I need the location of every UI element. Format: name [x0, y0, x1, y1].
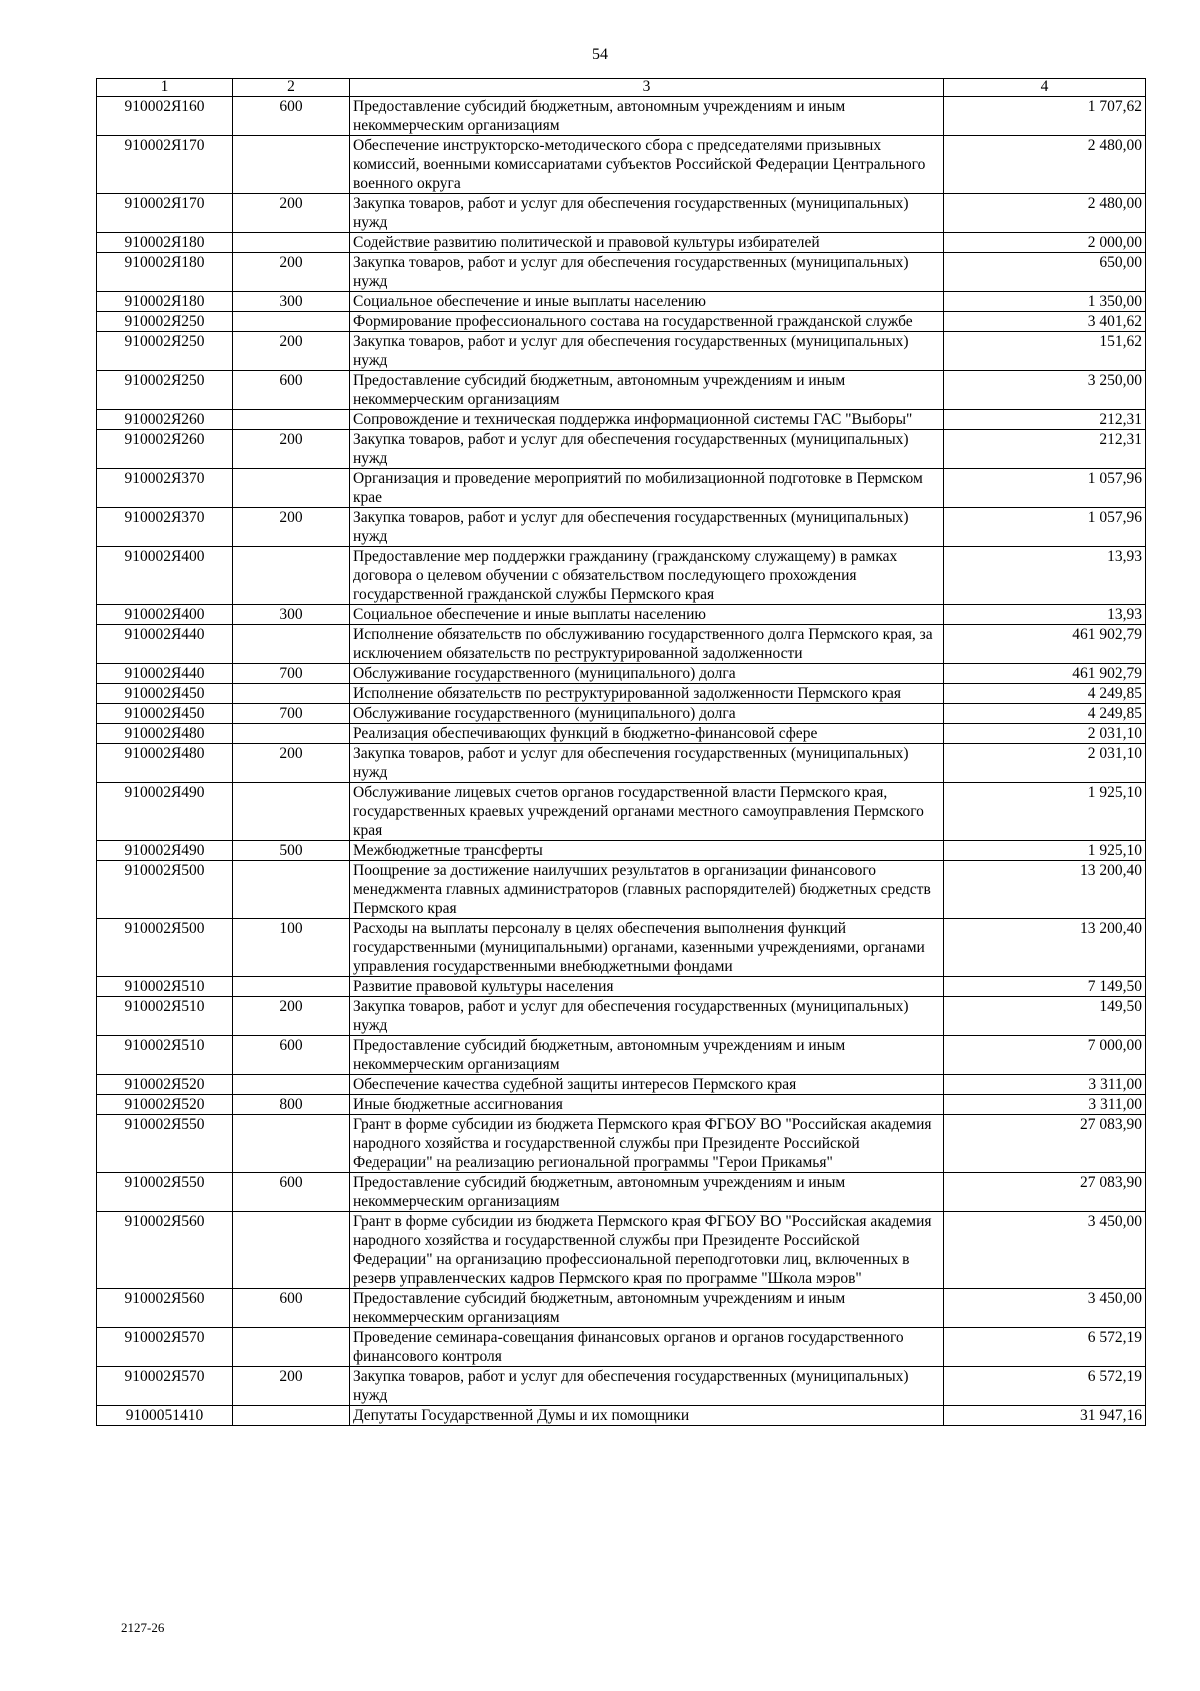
- cell-code: 910002Я450: [97, 704, 233, 724]
- cell-name: Расходы на выплаты персоналу в целях обеспечения выполнения функций государственными (муниципальными) органами, казенными учреждениями, органами управления государственными внебюджетными фондами: [350, 919, 944, 977]
- cell-amount: 31 947,16: [944, 1406, 1146, 1426]
- cell-code: 910002Я160: [97, 97, 233, 136]
- cell-type: 700: [233, 704, 350, 724]
- cell-amount: 13 200,40: [944, 919, 1146, 977]
- cell-code: 910002Я250: [97, 332, 233, 371]
- cell-amount: 1 925,10: [944, 841, 1146, 861]
- table-row: [97, 233, 1146, 253]
- cell-name: Закупка товаров, работ и услуг для обеспечения государственных (муниципальных) нужд: [350, 744, 944, 783]
- cell-code: 910002Я180: [97, 253, 233, 292]
- cell-type: 200: [233, 744, 350, 783]
- table-row: [97, 684, 1146, 704]
- cell-code: 910002Я480: [97, 744, 233, 783]
- cell-name: Исполнение обязательств по реструктурированной задолженности Пермского края: [350, 684, 944, 704]
- cell-amount: 461 902,79: [944, 664, 1146, 684]
- cell-name: Предоставление мер поддержки гражданину (гражданскому служащему) в рамках договора о целевом обучении с обязательством последующего прохождения государственной гражданской службы Пермского края: [350, 547, 944, 605]
- cell-amount: 3 401,62: [944, 312, 1146, 332]
- cell-code: 910002Я400: [97, 605, 233, 625]
- table-row: [97, 605, 1146, 625]
- cell-type: 200: [233, 332, 350, 371]
- table-row: [97, 371, 1146, 410]
- cell-type: [233, 233, 350, 253]
- cell-code: 910002Я510: [97, 997, 233, 1036]
- cell-type: [233, 410, 350, 430]
- cell-name: Обслуживание государственного (муниципального) долга: [350, 664, 944, 684]
- cell-name: Иные бюджетные ассигнования: [350, 1095, 944, 1115]
- cell-amount: 6 572,19: [944, 1367, 1146, 1406]
- cell-amount: 2 031,10: [944, 744, 1146, 783]
- cell-type: 600: [233, 97, 350, 136]
- table-row: [97, 430, 1146, 469]
- cell-code: 910002Я510: [97, 1036, 233, 1075]
- cell-name: Формирование профессионального состава на государственной гражданской службе: [350, 312, 944, 332]
- table-row: [97, 919, 1146, 977]
- cell-name: Развитие правовой культуры населения: [350, 977, 944, 997]
- table-row: [97, 253, 1146, 292]
- cell-code: 910002Я500: [97, 919, 233, 977]
- cell-name: Реализация обеспечивающих функций в бюджетно-финансовой сфере: [350, 724, 944, 744]
- cell-name: Обслуживание лицевых счетов органов государственной власти Пермского края, государственных краевых учреждений органами местного самоуправления Пермского края: [350, 783, 944, 841]
- cell-name: Предоставление субсидий бюджетным, автономным учреждениям и иным некоммерческим организациям: [350, 1173, 944, 1212]
- cell-code: 910002Я180: [97, 292, 233, 312]
- cell-code: 910002Я480: [97, 724, 233, 744]
- cell-amount: 212,31: [944, 430, 1146, 469]
- cell-name: Закупка товаров, работ и услуг для обеспечения государственных (муниципальных) нужд: [350, 997, 944, 1036]
- cell-name: Социальное обеспечение и иные выплаты населению: [350, 605, 944, 625]
- cell-amount: 1 057,96: [944, 469, 1146, 508]
- cell-amount: 4 249,85: [944, 684, 1146, 704]
- cell-type: 600: [233, 1173, 350, 1212]
- cell-amount: 1 925,10: [944, 783, 1146, 841]
- cell-code: 910002Я570: [97, 1367, 233, 1406]
- table-row: [97, 508, 1146, 547]
- cell-code: 910002Я560: [97, 1212, 233, 1289]
- cell-type: [233, 684, 350, 704]
- cell-name: Организация и проведение мероприятий по мобилизационной подготовке в Пермском крае: [350, 469, 944, 508]
- cell-amount: 2 000,00: [944, 233, 1146, 253]
- cell-code: 910002Я570: [97, 1328, 233, 1367]
- table-row: [97, 1406, 1146, 1426]
- cell-type: [233, 1115, 350, 1173]
- cell-amount: 2 480,00: [944, 136, 1146, 194]
- cell-code: 910002Я520: [97, 1075, 233, 1095]
- cell-type: 700: [233, 664, 350, 684]
- cell-code: 910002Я400: [97, 547, 233, 605]
- cell-name: Закупка товаров, работ и услуг для обеспечения государственных (муниципальных) нужд: [350, 430, 944, 469]
- cell-type: 600: [233, 371, 350, 410]
- cell-code: 910002Я550: [97, 1115, 233, 1173]
- cell-type: 300: [233, 292, 350, 312]
- table-row: [97, 977, 1146, 997]
- cell-amount: 6 572,19: [944, 1328, 1146, 1367]
- cell-code: 910002Я370: [97, 469, 233, 508]
- cell-type: 800: [233, 1095, 350, 1115]
- cell-amount: 3 450,00: [944, 1212, 1146, 1289]
- cell-type: [233, 1328, 350, 1367]
- cell-code: 910002Я170: [97, 136, 233, 194]
- cell-type: [233, 783, 350, 841]
- table-row: [97, 664, 1146, 684]
- cell-type: 200: [233, 194, 350, 233]
- cell-amount: 461 902,79: [944, 625, 1146, 664]
- cell-name: Поощрение за достижение наилучших результатов в организации финансового менеджмента главных администраторов (главных распорядителей) бюджетных средств Пермского края: [350, 861, 944, 919]
- cell-name: Закупка товаров, работ и услуг для обеспечения государственных (муниципальных) нужд: [350, 194, 944, 233]
- cell-amount: 1 057,96: [944, 508, 1146, 547]
- table-row: [97, 704, 1146, 724]
- cell-code: 910002Я490: [97, 841, 233, 861]
- table-row: [97, 547, 1146, 605]
- cell-type: 500: [233, 841, 350, 861]
- cell-name: Обслуживание государственного (муниципального) долга: [350, 704, 944, 724]
- header-col-2: 2: [233, 79, 350, 97]
- cell-code: 910002Я490: [97, 783, 233, 841]
- cell-amount: 27 083,90: [944, 1173, 1146, 1212]
- table-header-row: [97, 79, 1146, 97]
- cell-type: [233, 312, 350, 332]
- table-row: [97, 1173, 1146, 1212]
- cell-type: [233, 136, 350, 194]
- table-row: [97, 1212, 1146, 1289]
- cell-name: Предоставление субсидий бюджетным, автономным учреждениям и иным некоммерческим организациям: [350, 371, 944, 410]
- cell-type: [233, 469, 350, 508]
- cell-code: 910002Я370: [97, 508, 233, 547]
- cell-name: Содействие развитию политической и правовой культуры избирателей: [350, 233, 944, 253]
- cell-name: Межбюджетные трансферты: [350, 841, 944, 861]
- cell-name: Депутаты Государственной Думы и их помощники: [350, 1406, 944, 1426]
- table-row: [97, 997, 1146, 1036]
- cell-name: Социальное обеспечение и иные выплаты населению: [350, 292, 944, 312]
- table-row: [97, 1367, 1146, 1406]
- table-row: [97, 1075, 1146, 1095]
- cell-type: [233, 1406, 350, 1426]
- cell-code: 910002Я260: [97, 430, 233, 469]
- header-col-3: 3: [350, 79, 944, 97]
- cell-amount: 3 250,00: [944, 371, 1146, 410]
- cell-name: Предоставление субсидий бюджетным, автономным учреждениям и иным некоммерческим организациям: [350, 97, 944, 136]
- cell-type: 200: [233, 430, 350, 469]
- cell-type: 200: [233, 997, 350, 1036]
- table-row: [97, 861, 1146, 919]
- cell-type: 300: [233, 605, 350, 625]
- table-row: [97, 744, 1146, 783]
- cell-code: 910002Я440: [97, 625, 233, 664]
- cell-type: [233, 861, 350, 919]
- table-row: [97, 312, 1146, 332]
- table-row: [97, 410, 1146, 430]
- footer-code: 2127-26: [121, 1620, 165, 1635]
- table-row: [97, 1328, 1146, 1367]
- cell-name: Предоставление субсидий бюджетным, автономным учреждениям и иным некоммерческим организациям: [350, 1036, 944, 1075]
- cell-type: [233, 1212, 350, 1289]
- cell-code: 910002Я250: [97, 312, 233, 332]
- cell-code: 910002Я520: [97, 1095, 233, 1115]
- cell-type: [233, 1075, 350, 1095]
- table-row: [97, 1036, 1146, 1075]
- cell-name: Исполнение обязательств по обслуживанию государственного долга Пермского края, за исключением обязательств по реструктурированной задолженности: [350, 625, 944, 664]
- cell-type: 100: [233, 919, 350, 977]
- cell-amount: 3 450,00: [944, 1289, 1146, 1328]
- cell-type: [233, 724, 350, 744]
- cell-amount: 650,00: [944, 253, 1146, 292]
- table-row: [97, 841, 1146, 861]
- cell-amount: 1 707,62: [944, 97, 1146, 136]
- table-row: [97, 625, 1146, 664]
- cell-code: 910002Я170: [97, 194, 233, 233]
- cell-amount: 7 000,00: [944, 1036, 1146, 1075]
- cell-code: 9100051410: [97, 1406, 233, 1426]
- cell-code: 910002Я250: [97, 371, 233, 410]
- cell-amount: 13,93: [944, 605, 1146, 625]
- cell-amount: 27 083,90: [944, 1115, 1146, 1173]
- table-row: [97, 1095, 1146, 1115]
- table-row: [97, 1115, 1146, 1173]
- table-row: [97, 194, 1146, 233]
- cell-name: Закупка товаров, работ и услуг для обеспечения государственных (муниципальных) нужд: [350, 508, 944, 547]
- cell-amount: 212,31: [944, 410, 1146, 430]
- cell-type: 200: [233, 253, 350, 292]
- cell-name: Грант в форме субсидии из бюджета Пермского края ФГБОУ ВО "Российская академия народного хозяйства и государственной службы при Президенте Российской Федерации" на организацию профессиональной переподготовки лиц, включенных в резерв управленческих кадров Пермского края по программе "Школа мэров": [350, 1212, 944, 1289]
- cell-type: 600: [233, 1289, 350, 1328]
- cell-amount: 149,50: [944, 997, 1146, 1036]
- cell-amount: 151,62: [944, 332, 1146, 371]
- cell-code: 910002Я500: [97, 861, 233, 919]
- cell-type: 200: [233, 1367, 350, 1406]
- cell-amount: 13 200,40: [944, 861, 1146, 919]
- page-number: 54: [592, 46, 608, 63]
- cell-code: 910002Я560: [97, 1289, 233, 1328]
- header-col-1: 1: [97, 79, 233, 97]
- table-row: [97, 97, 1146, 136]
- cell-name: Закупка товаров, работ и услуг для обеспечения государственных (муниципальных) нужд: [350, 1367, 944, 1406]
- cell-code: 910002Я450: [97, 684, 233, 704]
- table-row: [97, 136, 1146, 194]
- cell-name: Проведение семинара-совещания финансовых органов и органов государственного финансового контроля: [350, 1328, 944, 1367]
- cell-amount: 7 149,50: [944, 977, 1146, 997]
- cell-name: Обеспечение качества судебной защиты интересов Пермского края: [350, 1075, 944, 1095]
- cell-code: 910002Я180: [97, 233, 233, 253]
- cell-amount: 2 031,10: [944, 724, 1146, 744]
- budget-table: [96, 78, 1146, 1426]
- table-row: [97, 783, 1146, 841]
- cell-name: Грант в форме субсидии из бюджета Пермского края ФГБОУ ВО "Российская академия народного хозяйства и государственной службы при Президенте Российской Федерации" на реализацию региональной программы "Герои Прикамья": [350, 1115, 944, 1173]
- cell-type: [233, 977, 350, 997]
- cell-amount: 3 311,00: [944, 1095, 1146, 1115]
- cell-name: Предоставление субсидий бюджетным, автономным учреждениям и иным некоммерческим организациям: [350, 1289, 944, 1328]
- cell-code: 910002Я510: [97, 977, 233, 997]
- cell-name: Закупка товаров, работ и услуг для обеспечения государственных (муниципальных) нужд: [350, 253, 944, 292]
- cell-amount: 1 350,00: [944, 292, 1146, 312]
- cell-name: Обеспечение инструкторско-методического сбора с председателями призывных комиссий, военными комиссариатами субъектов Российской Федерации Центрального военного округа: [350, 136, 944, 194]
- cell-amount: 2 480,00: [944, 194, 1146, 233]
- cell-code: 910002Я440: [97, 664, 233, 684]
- table-row: [97, 724, 1146, 744]
- cell-name: Закупка товаров, работ и услуг для обеспечения государственных (муниципальных) нужд: [350, 332, 944, 371]
- cell-type: 600: [233, 1036, 350, 1075]
- cell-code: 910002Я260: [97, 410, 233, 430]
- cell-type: [233, 625, 350, 664]
- table-row: [97, 292, 1146, 312]
- cell-code: 910002Я550: [97, 1173, 233, 1212]
- table-row: [97, 1289, 1146, 1328]
- table-row: [97, 469, 1146, 508]
- header-col-4: 4: [944, 79, 1146, 97]
- cell-type: 200: [233, 508, 350, 547]
- cell-type: [233, 547, 350, 605]
- cell-amount: 4 249,85: [944, 704, 1146, 724]
- cell-amount: 3 311,00: [944, 1075, 1146, 1095]
- table-row: [97, 332, 1146, 371]
- cell-amount: 13,93: [944, 547, 1146, 605]
- table-body: [97, 97, 1146, 1426]
- cell-name: Сопровождение и техническая поддержка информационной системы ГАС "Выборы": [350, 410, 944, 430]
